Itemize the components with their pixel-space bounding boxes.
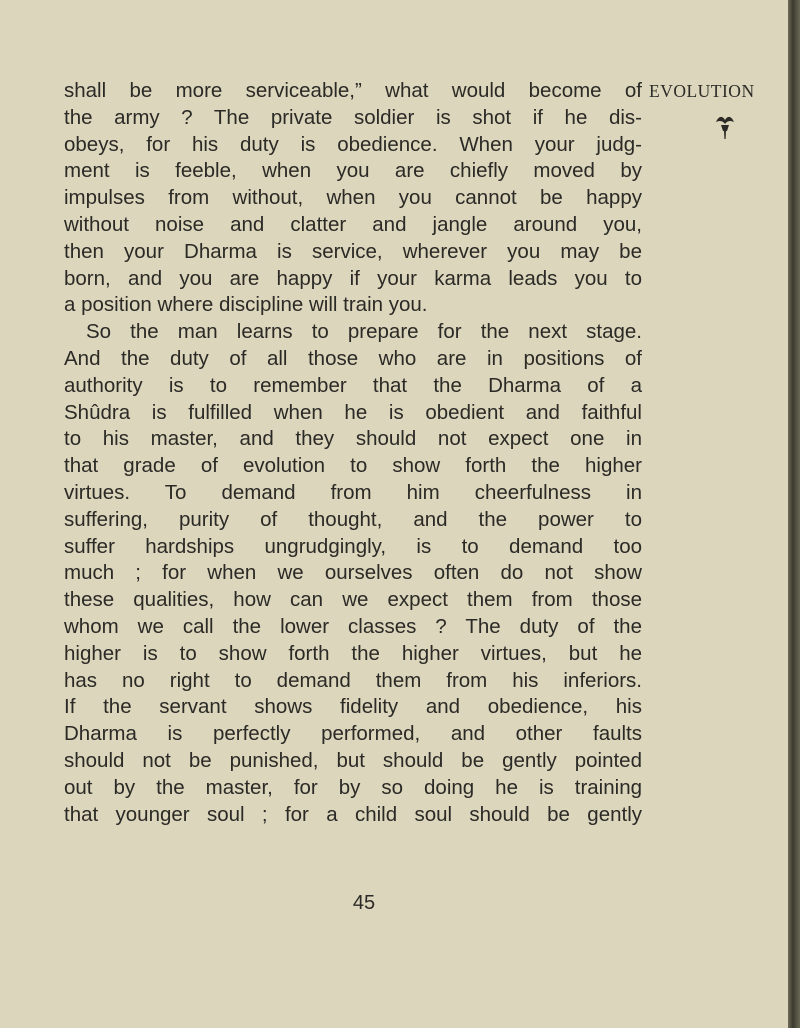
text-line: that grade of evolution to show forth the higher	[64, 454, 642, 478]
text-line: much ; for when we ourselves often do not show	[64, 561, 642, 585]
text-line: without noise and clatter and jangle around you,	[64, 212, 642, 236]
text-line: has no right to demand them from his inferiors.	[64, 668, 642, 692]
page-edge-shadow	[788, 0, 800, 1028]
text-line: If the servant shows fidelity and obedience, his	[64, 695, 642, 719]
text-line: ment is feeble, when you are chiefly moved by	[64, 159, 642, 183]
text-line: whom we call the lower classes ? The duty of the	[64, 614, 642, 638]
text-line: a position where discipline will train you.	[64, 293, 428, 317]
text-line: these qualities, how can we expect them from those	[64, 588, 642, 612]
running-head: EVOLUTION	[649, 81, 755, 101]
text-line: virtues. To demand from him cheerfulness in	[64, 480, 642, 504]
text-line: shall be more serviceable,” what would become of	[64, 79, 642, 102]
text-line: out by the master, for by so doing he is training	[64, 775, 642, 799]
text-line: Shûdra is fulfilled when he is obedient and faithful	[64, 400, 642, 424]
lotus-ornament-icon	[714, 113, 736, 141]
text-line: to his master, and they should not expect one in	[64, 427, 642, 451]
text-line: obeys, for his duty is obedience. When your judg-	[64, 132, 642, 156]
text-line: should not be punished, but should be gently pointed	[64, 748, 642, 772]
text-line: then your Dharma is service, wherever you may be	[64, 239, 642, 263]
text-line: impulses from without, when you cannot be happy	[64, 186, 642, 210]
text-line: the army ? The private soldier is shot if he dis-	[64, 105, 642, 129]
text-line: suffering, purity of thought, and the power to	[64, 507, 642, 531]
text-line: authority is to remember that the Dharma of a	[64, 373, 642, 397]
text-line: And the duty of all those who are in positions of	[64, 346, 642, 370]
text-line: higher is to show forth the higher virtues, but he	[64, 641, 642, 665]
page-number: 45	[352, 892, 376, 914]
text-line: So the man learns to prepare for the next stage.	[86, 320, 642, 344]
body-text	[64, 78, 642, 828]
text-line: born, and you are happy if your karma leads you to	[64, 266, 642, 290]
text-line: that younger soul ; for a child soul should be gently	[64, 802, 642, 826]
text-line: Dharma is perfectly performed, and other faults	[64, 722, 642, 746]
text-line: suffer hardships ungrudgingly, is to demand too	[64, 534, 642, 558]
